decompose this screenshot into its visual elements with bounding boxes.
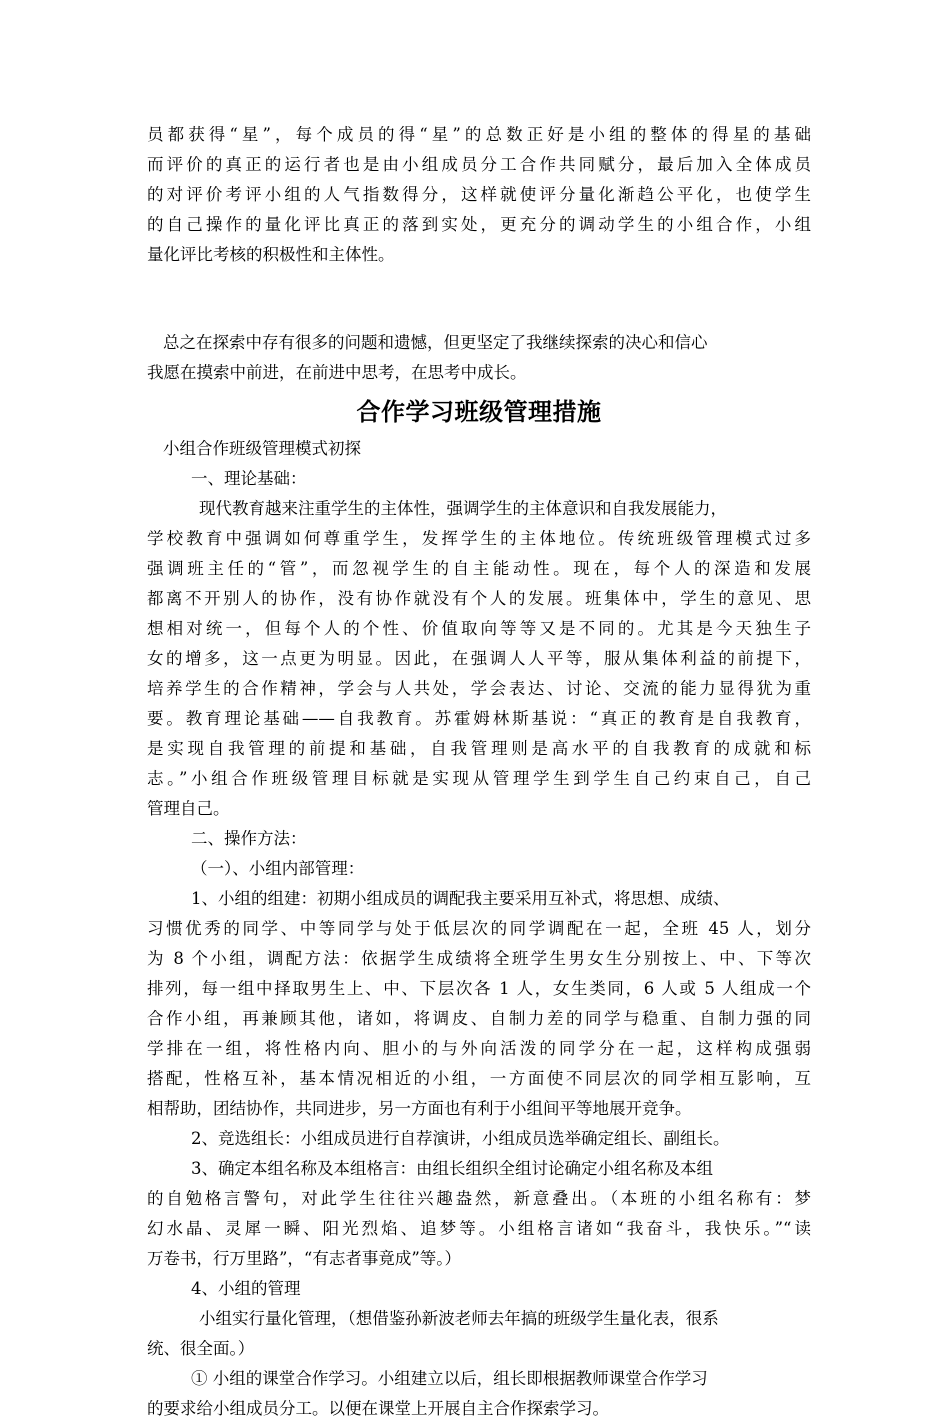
conclusion-paragraph [147,328,811,388]
text-line: 幻水晶、灵犀一瞬、阳光烈焰、追梦等。小组格言诸如“我奋斗，我快乐。”“读 [147,1219,811,1238]
section-method [147,824,811,1424]
text-line: 总之在探索中存有很多的问题和遗憾，但更坚定了我继续探索的决心和信心 [163,333,708,352]
document-page [147,120,811,1424]
paragraph-gap [147,270,811,328]
text-line: 的对评价考评小组的人气指数得分，这样就使评分量化渐趋公平化，也使学生 [147,185,811,204]
text-line: 量化评比考核的积极性和主体性。 [147,245,395,264]
text-line: 管理自己。 [147,799,230,818]
subsection-heading: （一）、小组内部管理： [191,859,365,878]
text-line: 都离不开别人的协作，没有协作就没有个人的发展。班集体中，学生的意见、思 [147,589,811,608]
text-line: 的要求给小组成员分工。以便在课堂上开展自主合作探索学习。 [147,1399,609,1418]
text-line: 3、确定本组名称及本组格言：由组长组织全组讨论确定小组名称及本组 [191,1159,713,1178]
text-line: 而评价的真正的运行者也是由小组成员分工合作共同赋分，最后加入全体成员 [147,155,811,174]
text-line: 搭配，性格互补，基本情况相近的小组，一方面使不同层次的同学相互影响，互 [147,1069,811,1088]
page-title: 合作学习班级管理措施 [356,398,602,426]
text-line: 2、竞选组长：小组成员进行自荐演讲，小组成员选举确定组长、副组长。 [191,1129,730,1148]
text-line: 志。”小组合作班级管理目标就是实现从管理学生到学生自己约束自己，自己 [147,769,811,788]
text-line: 相帮助，团结协作，共同进步，另一方面也有利于小组间平等地展开竞争。 [147,1099,692,1118]
text-line: 1、小组的组建：初期小组成员的调配我主要采用互补式，将思想、成绩、 [191,889,730,908]
text-line: 员都获得“星”，每个成员的得“星”的总数正好是小组的整体的得星的基础 [147,125,811,144]
text-line: 女的增多，这一点更为明显。因此，在强调人人平等，服从集体利益的前提下， [147,649,811,668]
text-line: 要。教育理论基础——自我教育。苏霍姆林斯基说：“真正的教育是自我教育， [147,709,811,728]
text-line: 培养学生的合作精神，学会与人共处，学会表达、讨论、交流的能力显得犹为重 [147,679,811,698]
text-line: 的自己操作的量化评比真正的落到实处，更充分的调动学生的小组合作，小组 [147,215,811,234]
text-line: 我愿在摸索中前进，在前进中思考，在思考中成长。 [147,363,527,382]
text-line: 合作小组，再兼顾其他，诸如，将调皮、自制力差的同学与稳重、自制力强的同 [147,1009,811,1028]
text-line: 学排在一组，将性格内向、胆小的与外向活泼的同学分在一起，这样构成强弱 [147,1039,811,1058]
intro-paragraph [147,120,811,270]
text-line: 现代教育越来注重学生的主体性，强调学生的主体意识和自我发展能力， [199,499,727,518]
text-line: 统、很全面。） [147,1339,255,1358]
section-theory [147,464,811,824]
text-line: 万卷书，行万里路”，“有志者事竟成”等。） [147,1249,462,1268]
section-heading: 二、操作方法： [191,829,307,848]
text-line: 小组实行量化管理，（想借鉴孙新波老师去年搞的班级学生量化表，很系 [199,1309,719,1328]
text-line: 想相对统一，但每个人的个性、价值取向等等又是不同的。尤其是今天独生子 [147,619,811,638]
text-line: 强调班主任的“管”，而忽视学生的自主能动性。现在，每个人的深造和发展 [147,559,811,578]
text-line: 是实现自我管理的前提和基础，自我管理则是高水平的自我教育的成就和标 [147,739,811,758]
text-line: 为 8 个小组，调配方法：依据学生成绩将全班学生男女生分别按上、中、下等次 [147,949,811,968]
text-line: ① 小组的课堂合作学习。小组建立以后，组长即根据教师课堂合作学习 [191,1369,708,1388]
text-line: 学校教育中强调如何尊重学生，发挥学生的主体地位。传统班级管理模式过多 [147,529,811,548]
subtitle: 小组合作班级管理模式初探 [163,439,361,458]
text-line: 习惯优秀的同学、中等同学与处于低层次的同学调配在一起，全班 45 人，划分 [147,919,811,938]
item-heading: 4、小组的管理 [191,1279,301,1298]
text-line: 的自勉格言警句，对此学生往往兴趣盎然，新意叠出。（本班的小组名称有：梦 [147,1189,811,1208]
section-heading: 一、理论基础： [191,469,307,488]
text-line: 排列，每一组中择取男生上、中、下层次各 1 人，女生类同，6 人或 5 人组成一个 [147,979,811,998]
